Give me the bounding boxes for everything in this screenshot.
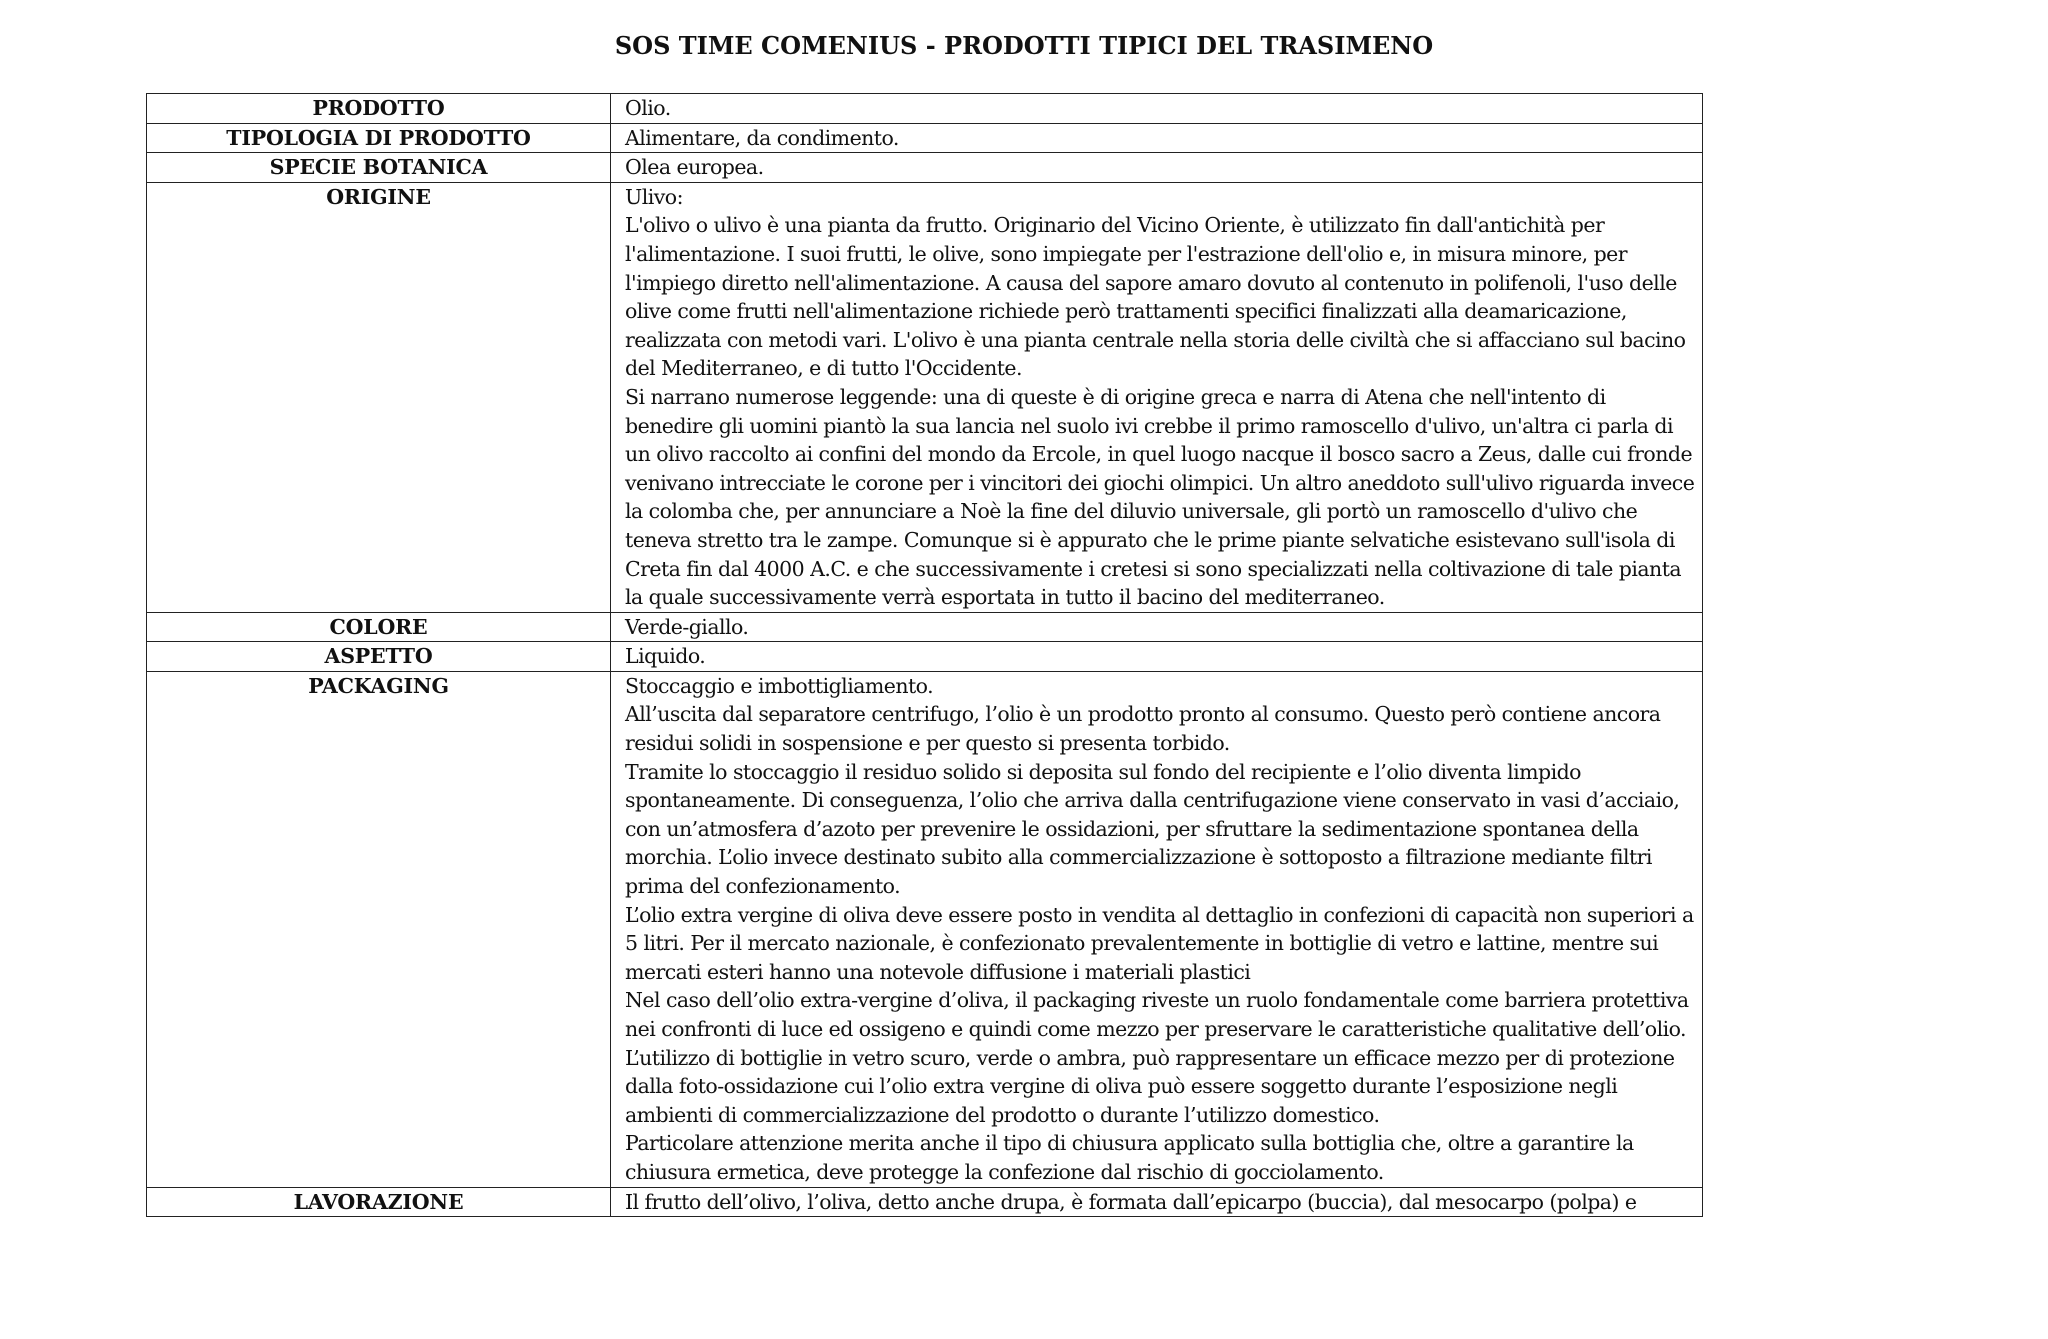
value-paragraph: Olio. bbox=[625, 96, 671, 120]
value-paragraph: Il frutto dell’olivo, l’oliva, detto anche drupa, è formata dall’epicarpo (buccia), dal mesocarpo (polpa) e bbox=[625, 1189, 1637, 1214]
value-paragraph: L'olivo o ulivo è una pianta da frutto. Originario del Vicino Oriente, è utilizzato fin dall'antichità per l'alimentazione. I suoi frutti, le olive, sono impiegate per l'estrazione dell'olio e, in misura minore, per l'impiego diretto nell'alimentazione. A causa del sapore amaro dovuto al contenuto in polifenoli, l'uso delle olive come frutti nell'alimentazione richiede però trattamenti specifici finalizzati alla deamaricazione, realizzata con metodi vari. L'olivo è una pianta centrale nella storia delle civiltà che si affacciano sul bacino del Mediterraneo, e di tutto l'Occidente. bbox=[625, 213, 1686, 381]
row-value bbox=[611, 1187, 1703, 1217]
row-label: SPECIE BOTANICA bbox=[147, 153, 611, 183]
value-paragraph: Alimentare, da condimento. bbox=[625, 125, 899, 150]
table-row-specie-botanica bbox=[147, 153, 1703, 183]
row-value bbox=[611, 612, 1703, 642]
row-label: PACKAGING bbox=[147, 671, 611, 1187]
row-value bbox=[611, 671, 1703, 1187]
value-paragraph: Tramite lo stoccaggio il residuo solido si deposita sul fondo del recipiente e l’olio diventa limpido spontaneamente. Di conseguenza, l’olio che arriva dalla centrifugazione viene conservato in vasi d’acciaio, con un’atmosfera d’azoto per prevenire le ossidazioni, per sfruttare la sedimentazione spontanea della morchia. L’olio invece destinato subito alla commercializzazione è sottoposto a filtrazione mediante filtri prima del confezionamento. bbox=[625, 759, 1680, 899]
value-paragraph: Si narrano numerose leggende: una di queste è di origine greca e narra di Atena che nell'intento di benedire gli uomini piantò la sua lancia nel suolo ivi crebbe il primo ramoscello d'ulivo, un'altra ci parla di un olivo raccolto ai confini del mondo da Ercole, in quel luogo nacque il bosco sacro a Zeus, dalle cui fronde venivano intrecciate le corone per i vincitori dei giochi olimpici. Un altro aneddoto sull'ulivo riguarda invece la colomba che, per annunciare a Noè la fine del diluvio universale, gli portò un ramoscello d'ulivo che teneva stretto tra le zampe. Comunque si è appurato che le prime piante selvatiche esistevano sull'isola di Creta fin dal 4000 A.C. e che successivamente i cretesi si sono specializzati nella coltivazione di tale pianta la quale successivamente verrà esportata in tutto il bacino del mediterraneo. bbox=[625, 384, 1695, 610]
table-row-packaging bbox=[147, 671, 1703, 1187]
page-title: SOS TIME COMENIUS - PRODOTTI TIPICI DEL TRASIMENO bbox=[614, 31, 1434, 60]
table-row-tipologia bbox=[147, 123, 1703, 153]
row-value bbox=[611, 642, 1703, 672]
table-row-origine bbox=[147, 182, 1703, 612]
row-value bbox=[611, 123, 1703, 153]
table-row-colore bbox=[147, 612, 1703, 642]
value-paragraph: All’uscita dal separatore centrifugo, l’olio è un prodotto pronto al consumo. Questo però contiene ancora residui solidi in sospensione e per questo si presenta torbido. bbox=[625, 702, 1661, 756]
value-paragraph: Liquido. bbox=[625, 644, 706, 669]
row-label: PRODOTTO bbox=[147, 94, 611, 124]
table-row-aspetto bbox=[147, 642, 1703, 672]
row-label: TIPOLOGIA DI PRODOTTO bbox=[147, 123, 611, 153]
value-paragraph: Particolare attenzione merita anche il tipo di chiusura applicato sulla bottiglia che, oltre a garantire la chiusura ermetica, deve protegge la confezione dal rischio di gocciolamento. bbox=[625, 1131, 1634, 1184]
value-paragraph: Ulivo: bbox=[625, 184, 683, 209]
product-table bbox=[146, 93, 1703, 1217]
value-paragraph: Verde-giallo. bbox=[625, 614, 749, 639]
row-label: ASPETTO bbox=[147, 642, 611, 672]
row-label: COLORE bbox=[147, 612, 611, 642]
table-row-lavorazione bbox=[147, 1187, 1703, 1217]
row-value bbox=[611, 182, 1703, 612]
value-paragraph: L’olio extra vergine di oliva deve essere posto in vendita al dettaglio in confezioni di capacità non superiori a 5 litri. Per il mercato nazionale, è confezionato prevalentemente in bottiglie di vetro e lattine, mentre sui mercati esteri hanno una notevole diffusione i materiali plastici bbox=[625, 902, 1694, 984]
table-row-prodotto bbox=[147, 94, 1703, 124]
value-paragraph: Stoccaggio e imbottigliamento. bbox=[625, 673, 934, 698]
row-value bbox=[611, 153, 1703, 183]
row-label: ORIGINE bbox=[147, 182, 611, 612]
row-label: LAVORAZIONE bbox=[147, 1187, 611, 1217]
row-value bbox=[611, 94, 1703, 124]
value-paragraph: Nel caso dell’olio extra-vergine d’oliva, il packaging riveste un ruolo fondamentale come barriera protettiva nei confronti di luce ed ossigeno e quindi come mezzo per preservare le caratteristiche qualitative dell’olio. L’utilizzo di bottiglie in vetro scuro, verde o ambra, può rappresentare un efficace mezzo per di protezione dalla foto-ossidazione cui l’olio extra vergine di oliva può essere soggetto durante l’esposizione negli ambienti di commercializzazione del prodotto o durante l’utilizzo domestico. bbox=[625, 988, 1689, 1127]
value-paragraph: Olea europea. bbox=[625, 155, 764, 180]
